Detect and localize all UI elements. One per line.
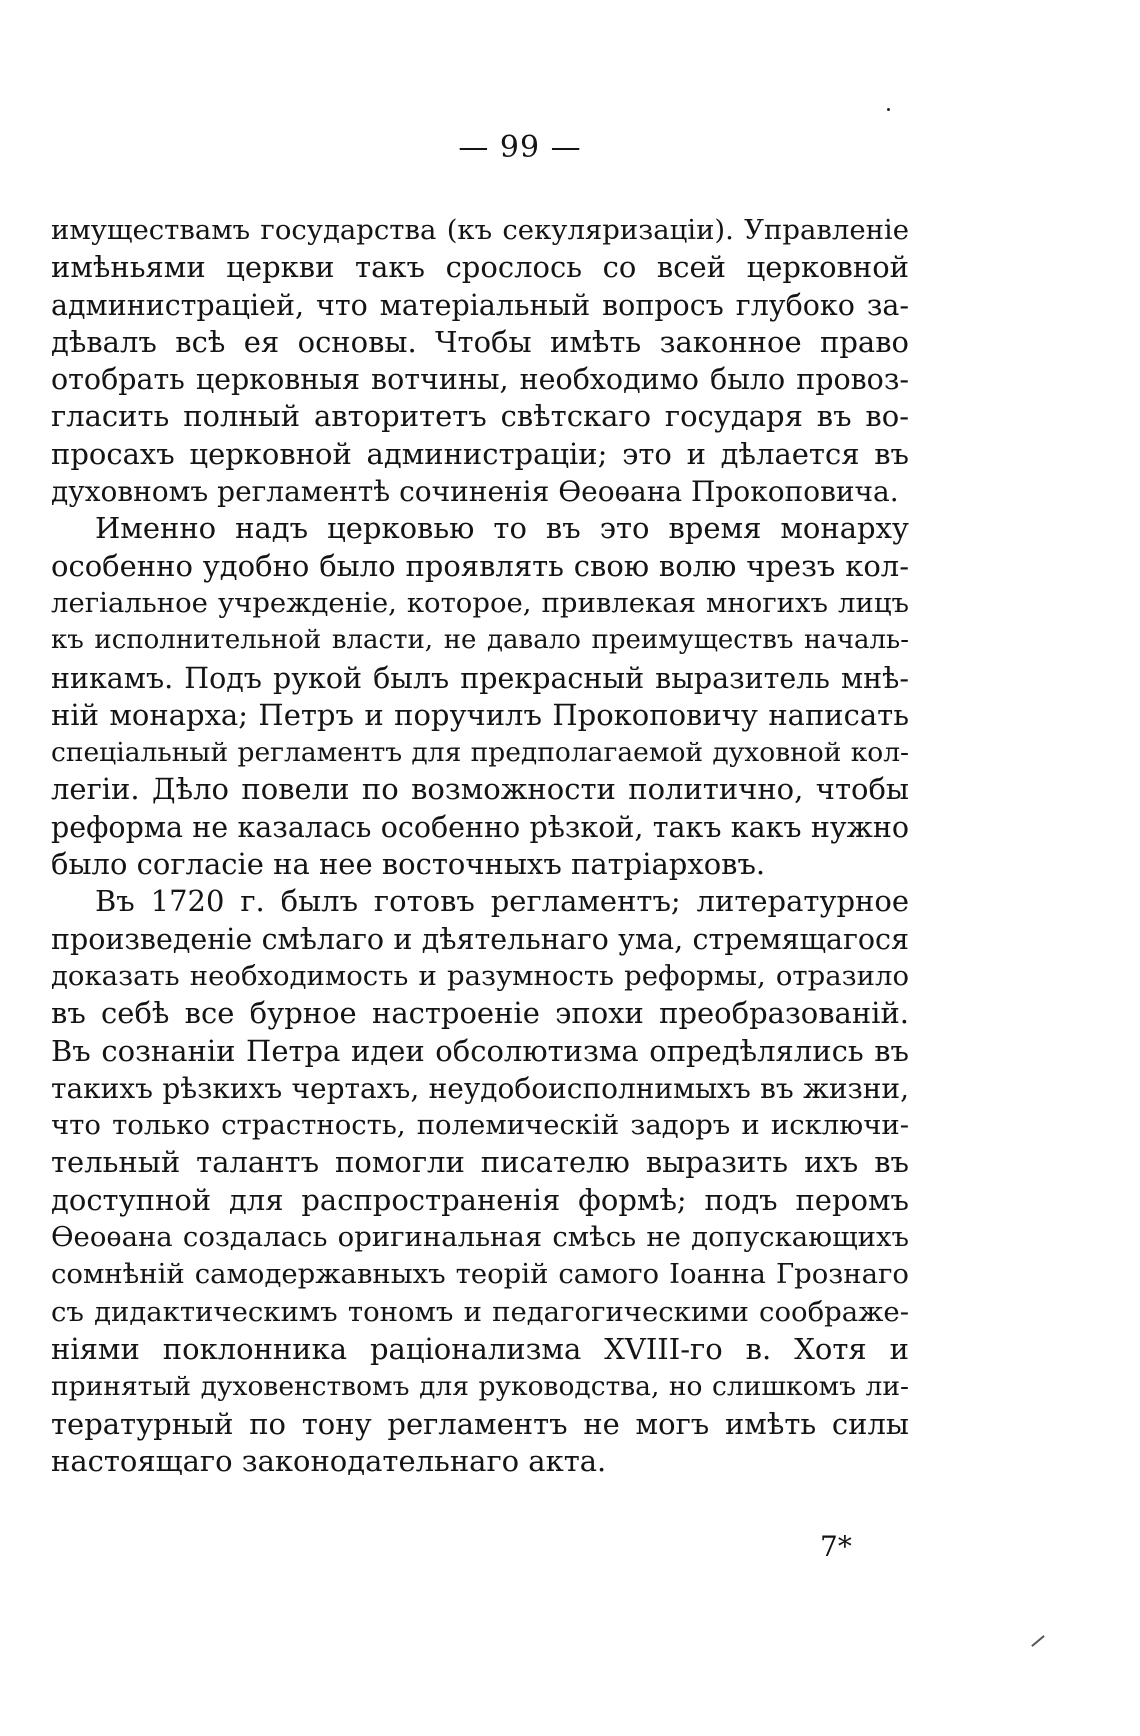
text-line: имѣньями церкви такъ срослось со всей церковной bbox=[51, 250, 909, 285]
text-line: доступной для распространенія формѣ; подъ перомъ bbox=[51, 1182, 909, 1217]
text-line: никамъ. Подъ рукой былъ прекрасный выразитель мнѣ- bbox=[51, 661, 909, 695]
text-line: администраціей, что матеріальный вопросъ глубоко за- bbox=[51, 288, 909, 322]
text-line: къ исполнительной власти, не давало преимуществъ началь- bbox=[51, 625, 909, 656]
text-line: реформа не казалась особенно рѣзкой, такъ какъ нужно bbox=[51, 810, 909, 844]
text-line: имуществамъ государства (къ секуляризаціи). Управленіе bbox=[51, 214, 909, 246]
text-line: духовномъ регламентѣ сочиненія Ѳеоѳана Прокоповича. bbox=[51, 475, 899, 509]
text-line: дѣвалъ всѣ ея основы. Чтобы имѣть законное право bbox=[51, 324, 909, 359]
page-number: — 99 — bbox=[458, 130, 582, 165]
text-line: ніями поклонника раціонализма XVIII-го в. Хотя и bbox=[51, 1331, 909, 1366]
text-line: Въ 1720 г. былъ готовъ регламентъ; литературное bbox=[95, 884, 909, 919]
text-line: было согласіе на нее восточныхъ патріарховъ. bbox=[51, 847, 766, 882]
text-line: Ѳеоѳана создалась оригинальная смѣсь не допускающихъ bbox=[51, 1221, 909, 1254]
text-line: тературный по тону регламентъ не могъ имѣть силы bbox=[51, 1406, 909, 1441]
text-line: гласить полный авторитетъ свѣтскаго государя въ во- bbox=[51, 399, 909, 434]
text-line: настоящаго законодательнаго акта. bbox=[51, 1443, 607, 1478]
text-line: отобрать церковныя вотчины, необходимо было провоз- bbox=[51, 363, 909, 397]
text-line: такихъ рѣзкихъ чертахъ, неудобоисполнимыхъ въ жизни, bbox=[51, 1071, 909, 1105]
text-line: тельный талантъ помогли писателю выразить ихъ въ bbox=[51, 1145, 909, 1180]
ink-scratch bbox=[1031, 1635, 1045, 1647]
text-line: особенно удобно было проявлять свою волю чрезъ кол- bbox=[51, 548, 909, 583]
signature-mark: 7* bbox=[820, 1530, 852, 1563]
text-line: Въ сознаніи Петра идеи обсолютизма опредѣлялись въ bbox=[51, 1033, 909, 1068]
ink-dot bbox=[887, 108, 890, 111]
text-line: легіальное учрежденіе, которое, привлекая многихъ лицъ bbox=[51, 586, 909, 619]
text-line: доказать необходимость и разумность реформы, отразило bbox=[51, 959, 909, 992]
text-line: что только страстность, полемическій задоръ и исключи- bbox=[51, 1109, 909, 1142]
text-line: произведеніе смѣлаго и дѣятельнаго ума, стремящагося bbox=[51, 922, 909, 956]
text-line: легіи. Дѣло повели по возможности политично, чтобы bbox=[51, 772, 909, 807]
text-line: просахъ церковной администраціи; это и дѣлается въ bbox=[51, 436, 909, 471]
text-line: спеціальный регламентъ для предполагаемой духовной кол- bbox=[51, 737, 909, 769]
text-line: принятый духовенствомъ для руководства, но слишкомъ ли- bbox=[51, 1371, 909, 1403]
text-line: ній монарха; Петръ и поручилъ Прокоповичу написать bbox=[51, 697, 909, 732]
text-line: въ себѣ все бурное настроеніе эпохи преобразованій. bbox=[51, 996, 909, 1031]
text-line: съ дидактическимъ тономъ и педагогическими соображе- bbox=[51, 1295, 909, 1328]
body-text bbox=[51, 212, 909, 1480]
text-line: Именно надъ церковью то въ это время монарху bbox=[95, 511, 909, 546]
text-line: сомнѣній самодержавныхъ теорій самого Іоанна Грознаго bbox=[51, 1258, 909, 1291]
